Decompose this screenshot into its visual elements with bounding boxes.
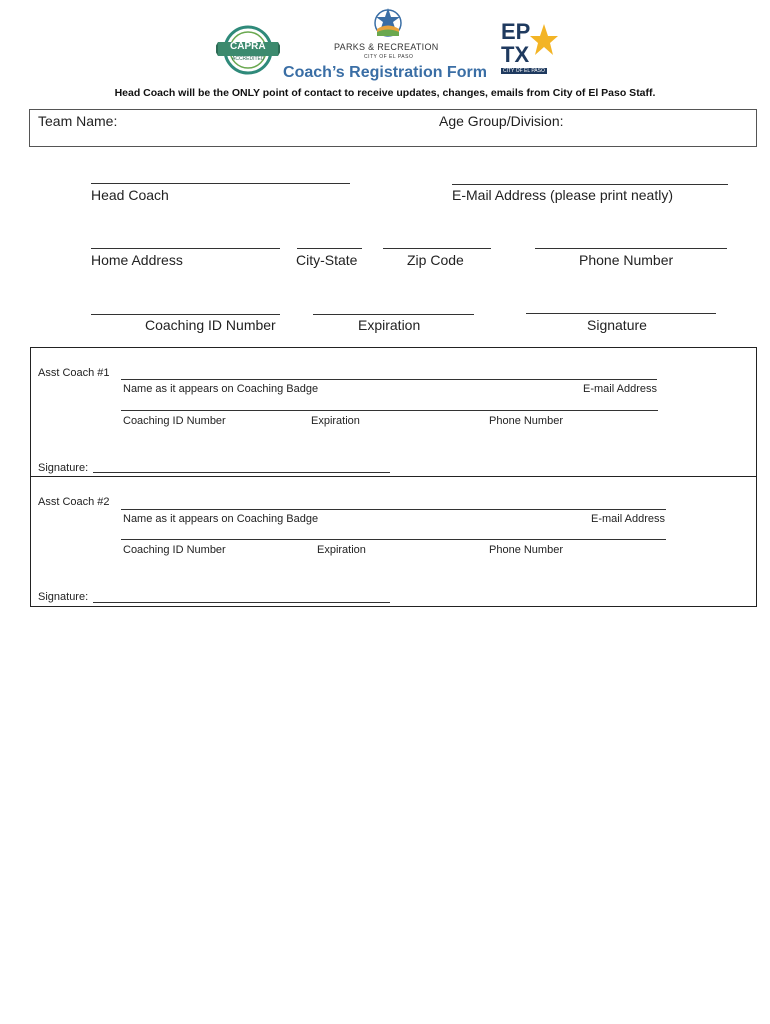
asst-coach-1-name-field[interactable]: [121, 379, 657, 380]
parks-logo-name: PARKS & RECREATION: [334, 42, 439, 52]
eptx-logo-line1: EP: [501, 19, 531, 44]
head-coach-label: Head Coach: [91, 187, 169, 203]
asst-coach-1-phone-label: Phone Number: [489, 415, 563, 427]
expiration-label: Expiration: [358, 317, 421, 333]
form-notice: Head Coach will be the ONLY point of contact to receive updates, changes, emails from City of El Paso Staff.: [114, 87, 656, 99]
form-title: Coach’s Registration Form: [283, 64, 487, 81]
asst-coach-1-signature-field[interactable]: [93, 472, 390, 473]
city-state-label: City-State: [296, 252, 358, 268]
asst-coach-1-details-field[interactable]: [121, 410, 658, 411]
phone-number-label: Phone Number: [579, 252, 674, 268]
coaching-id-label: Coaching ID Number: [145, 317, 276, 333]
signature-label: Signature: [587, 317, 647, 333]
asst-coach-2-phone-label: Phone Number: [489, 544, 563, 556]
asst-coach-2-title: Asst Coach #2: [38, 496, 110, 508]
asst-coach-2-box: [30, 476, 757, 607]
expiration-field[interactable]: [313, 314, 474, 315]
asst-coach-2-signature-field[interactable]: [93, 602, 390, 603]
asst-coach-2-email-label: E-mail Address: [591, 513, 665, 525]
team-name-box[interactable]: [29, 109, 757, 147]
eptx-logo-city: CITY OF EL PASO: [503, 68, 545, 74]
asst-coach-1-signature-label: Signature:: [38, 462, 89, 474]
asst-coach-2-signature-label: Signature:: [38, 591, 89, 603]
signature-field[interactable]: [526, 313, 716, 314]
asst-coach-1-expiration-label: Expiration: [311, 415, 360, 427]
asst-coach-1-title: Asst Coach #1: [38, 367, 110, 379]
home-address-label: Home Address: [91, 252, 183, 268]
asst-coach-2-expiration-label: Expiration: [317, 544, 366, 556]
parks-recreation-logo: [330, 5, 446, 63]
capra-logo-text: CAPRA: [230, 41, 266, 52]
asst-coach-1-box: [30, 347, 757, 477]
email-label: E-Mail Address (please print neatly): [452, 187, 673, 203]
asst-coach-2-coaching-id-label: Coaching ID Number: [123, 544, 226, 556]
head-coach-field[interactable]: [91, 183, 350, 184]
asst-coach-1-coaching-id-label: Coaching ID Number: [123, 415, 226, 427]
phone-number-field[interactable]: [535, 248, 727, 249]
asst-coach-1-name-label: Name as it appears on Coaching Badge: [123, 383, 319, 395]
home-address-field[interactable]: [91, 248, 280, 249]
asst-coach-2-name-label: Name as it appears on Coaching Badge: [123, 513, 319, 525]
capra-logo-sub: ACCREDITED: [232, 56, 265, 62]
zip-code-label: Zip Code: [407, 252, 464, 268]
eptx-logo-line2: TX: [501, 42, 530, 67]
zip-code-field[interactable]: [383, 248, 491, 249]
coaching-id-field[interactable]: [91, 314, 280, 315]
team-name-label: Team Name:: [38, 113, 118, 129]
city-state-field[interactable]: [297, 248, 362, 249]
email-field[interactable]: [452, 184, 728, 185]
asst-coach-1-email-label: E-mail Address: [583, 383, 657, 395]
asst-coach-2-name-field[interactable]: [121, 509, 666, 510]
parks-logo-city: CITY OF EL PASO: [364, 54, 414, 60]
age-group-label: Age Group/Division:: [439, 113, 564, 129]
asst-coach-2-details-field[interactable]: [121, 539, 666, 540]
